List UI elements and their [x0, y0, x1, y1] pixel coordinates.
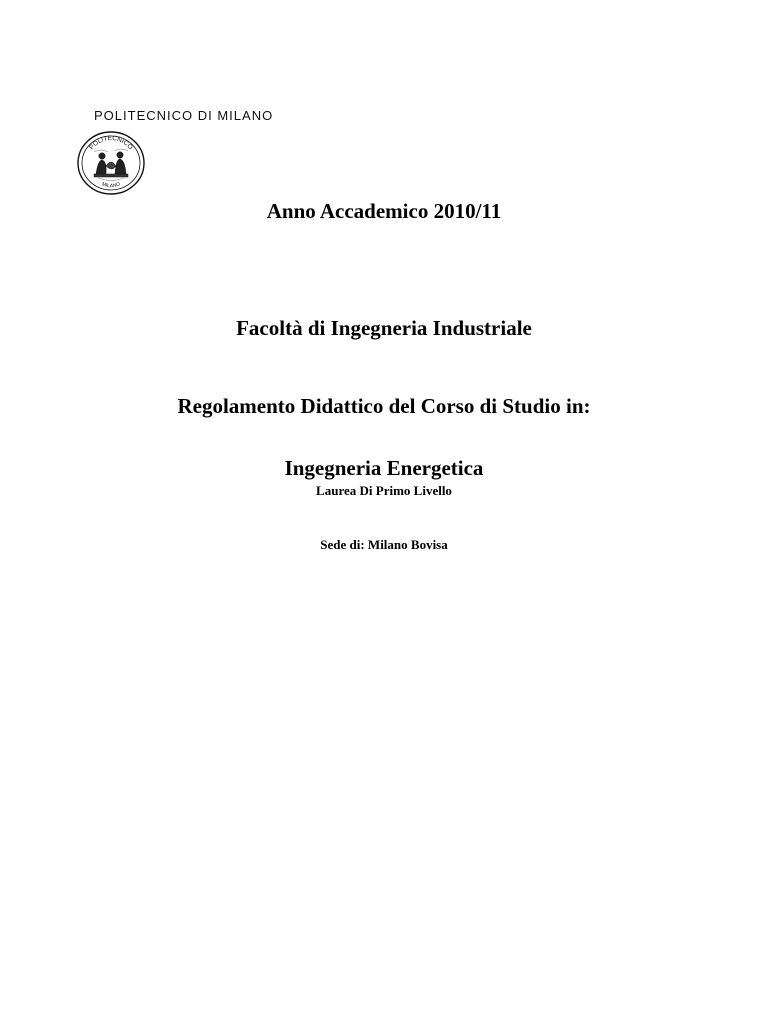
institution-name: POLITECNICO DI MILANO: [94, 108, 274, 123]
faculty-title: Facoltà di Ingegneria Industriale: [236, 316, 532, 340]
regulation-title: Regolamento Didattico del Corso di Studio in:: [177, 394, 591, 418]
seal-bottom-text: MILANO: [100, 181, 122, 190]
course-name: Ingegneria Energetica: [284, 456, 484, 480]
location: Sede di: Milano Bovisa: [320, 537, 448, 552]
academic-year: Anno Accademico 2010/11: [266, 199, 502, 223]
seal-top-text: POLITECNICO: [88, 134, 134, 152]
politecnico-seal-icon: [76, 130, 146, 196]
degree-level: Laurea Di Primo Livello: [316, 483, 452, 498]
